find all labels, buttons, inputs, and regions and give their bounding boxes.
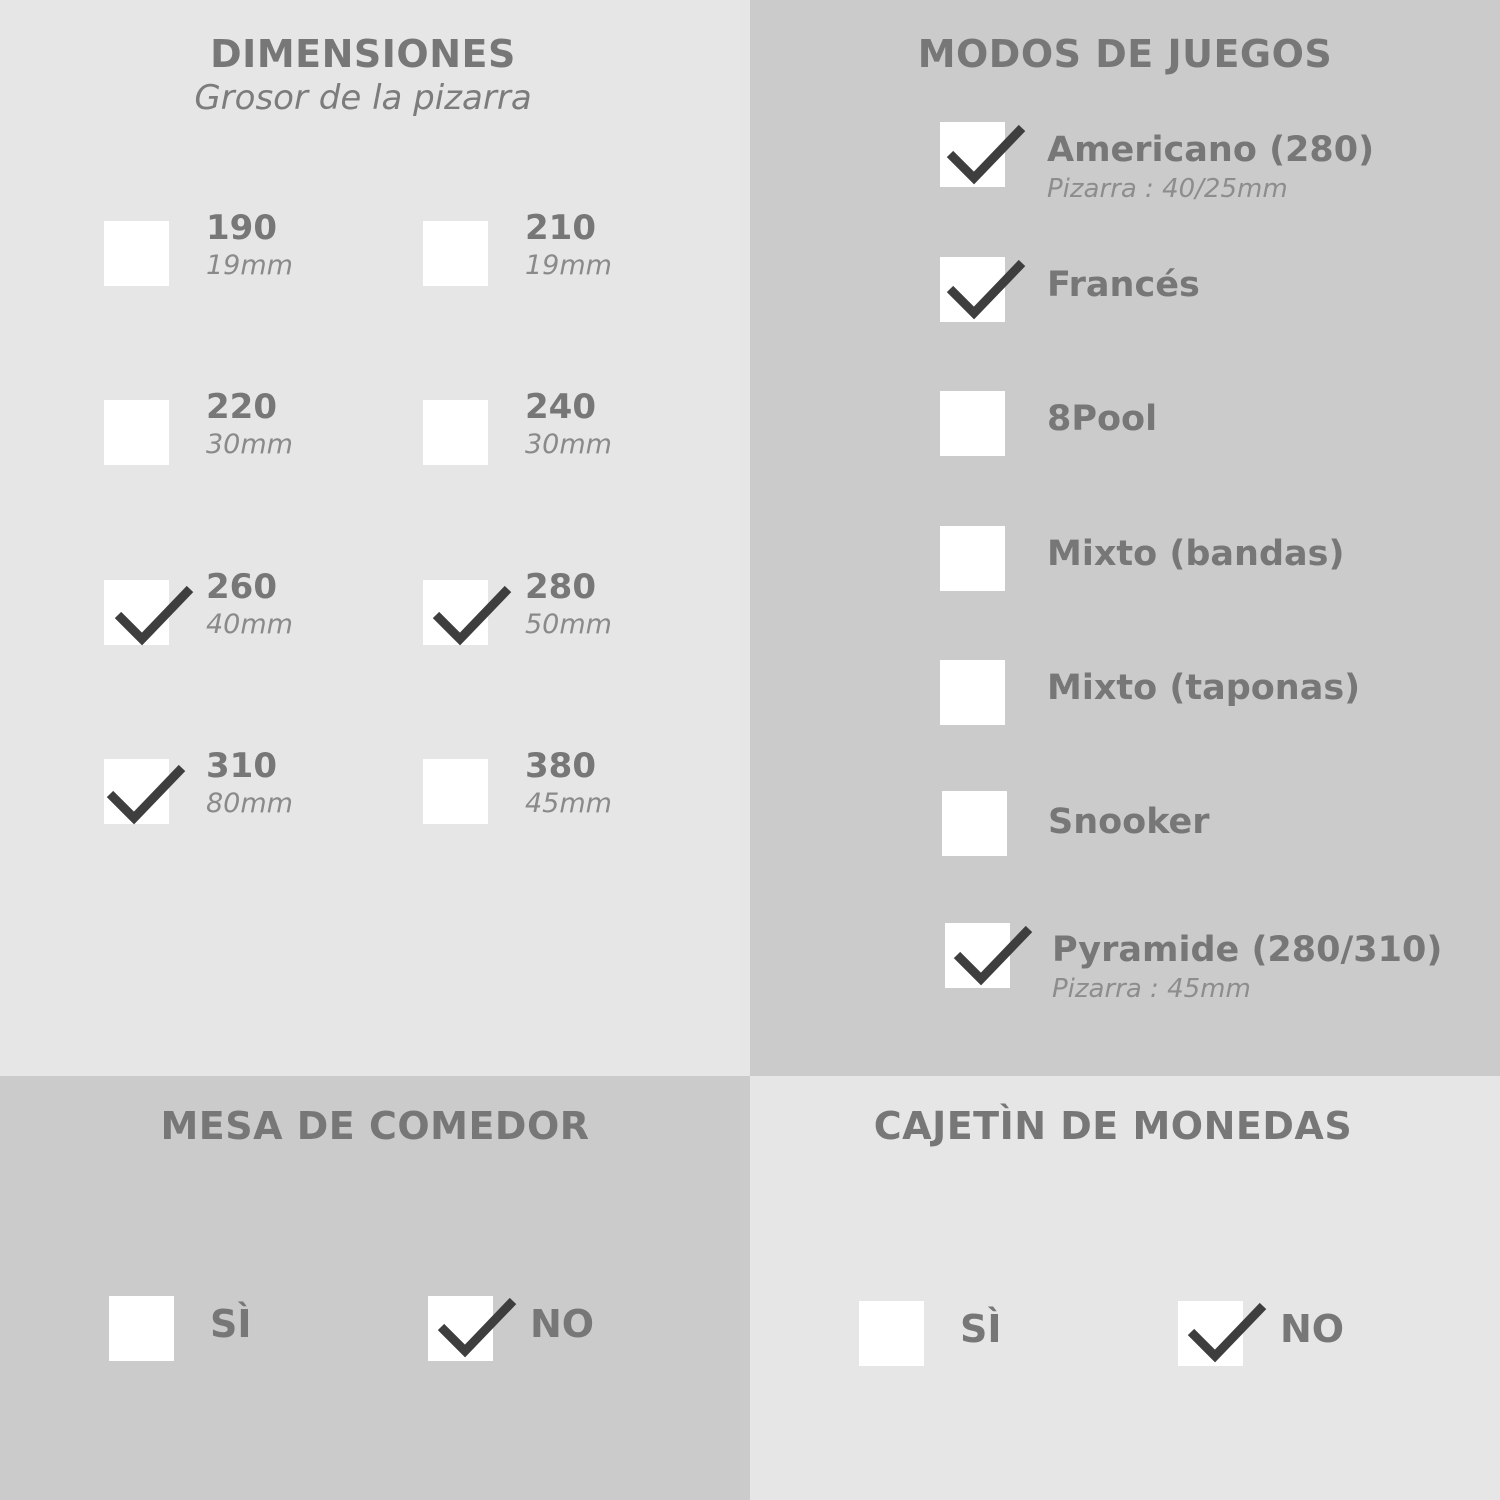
- dim-size-label: 220: [206, 387, 277, 427]
- mesa-si-label: SÌ: [210, 1302, 252, 1346]
- mesa-title: MESA DE COMEDOR: [160, 1104, 590, 1148]
- checkmark-icon: [940, 118, 1028, 188]
- mesa-checkbox-si[interactable]: [109, 1296, 174, 1361]
- dim-checkbox-380[interactable]: [423, 759, 488, 824]
- checkmark-icon: [940, 253, 1028, 323]
- mode-checkbox-mixto-bandas[interactable]: [940, 526, 1005, 591]
- mode-checkbox-snooker[interactable]: [942, 791, 1007, 856]
- dim-checkbox-190[interactable]: [104, 221, 169, 286]
- mode-label: Mixto (taponas): [1047, 668, 1361, 708]
- dim-size-label: 280: [525, 567, 596, 607]
- cajetin-no-label: NO: [1280, 1307, 1345, 1351]
- cajetin-checkbox-si[interactable]: [859, 1301, 924, 1366]
- modos-panel: [750, 0, 1500, 1076]
- dimensiones-panel: [0, 0, 750, 1076]
- modos-title: MODOS DE JUEGOS: [917, 32, 1333, 76]
- checkmark-icon: [1181, 1296, 1269, 1366]
- checkmark-icon: [947, 919, 1035, 989]
- checkmark-icon: [100, 758, 188, 828]
- cajetin-title: CAJETÌN DE MONEDAS: [873, 1104, 1353, 1148]
- dim-size-label: 310: [206, 746, 277, 786]
- dim-thickness-label: 19mm: [206, 250, 293, 281]
- checkmark-icon: [108, 579, 196, 649]
- dimensiones-title: DIMENSIONES: [210, 32, 516, 76]
- dim-size-label: 240: [525, 387, 596, 427]
- dim-thickness-label: 30mm: [206, 429, 293, 460]
- mode-label: Americano (280): [1047, 130, 1375, 170]
- mesa-panel: [0, 1076, 750, 1500]
- dim-size-label: 260: [206, 567, 277, 607]
- mesa-no-label: NO: [530, 1302, 595, 1346]
- dim-size-label: 210: [525, 208, 596, 248]
- cajetin-si-label: SÌ: [960, 1307, 1002, 1351]
- dim-size-label: 190: [206, 208, 277, 248]
- mode-checkbox-8pool[interactable]: [940, 391, 1005, 456]
- mode-label: Francés: [1047, 265, 1200, 305]
- mode-label: Pyramide (280/310): [1052, 930, 1443, 970]
- dim-thickness-label: 19mm: [525, 250, 612, 281]
- dim-checkbox-240[interactable]: [423, 400, 488, 465]
- dim-size-label: 380: [525, 746, 596, 786]
- mode-label: 8Pool: [1047, 399, 1158, 439]
- dim-thickness-label: 45mm: [525, 788, 612, 819]
- checkmark-icon: [426, 579, 514, 649]
- cajetin-panel: [750, 1076, 1500, 1500]
- dim-thickness-label: 30mm: [525, 429, 612, 460]
- checkmark-icon: [431, 1291, 519, 1361]
- dim-thickness-label: 50mm: [525, 609, 612, 640]
- dim-thickness-label: 40mm: [206, 609, 293, 640]
- dim-checkbox-220[interactable]: [104, 400, 169, 465]
- mode-note: Pizarra : 45mm: [1052, 974, 1251, 1004]
- dim-checkbox-210[interactable]: [423, 221, 488, 286]
- mode-label: Snooker: [1048, 802, 1210, 842]
- dim-thickness-label: 80mm: [206, 788, 293, 819]
- mode-checkbox-mixto-taponas[interactable]: [940, 660, 1005, 725]
- dimensiones-subtitle: Grosor de la pizarra: [194, 78, 532, 118]
- mode-note: Pizarra : 40/25mm: [1047, 174, 1288, 204]
- mode-label: Mixto (bandas): [1047, 534, 1345, 574]
